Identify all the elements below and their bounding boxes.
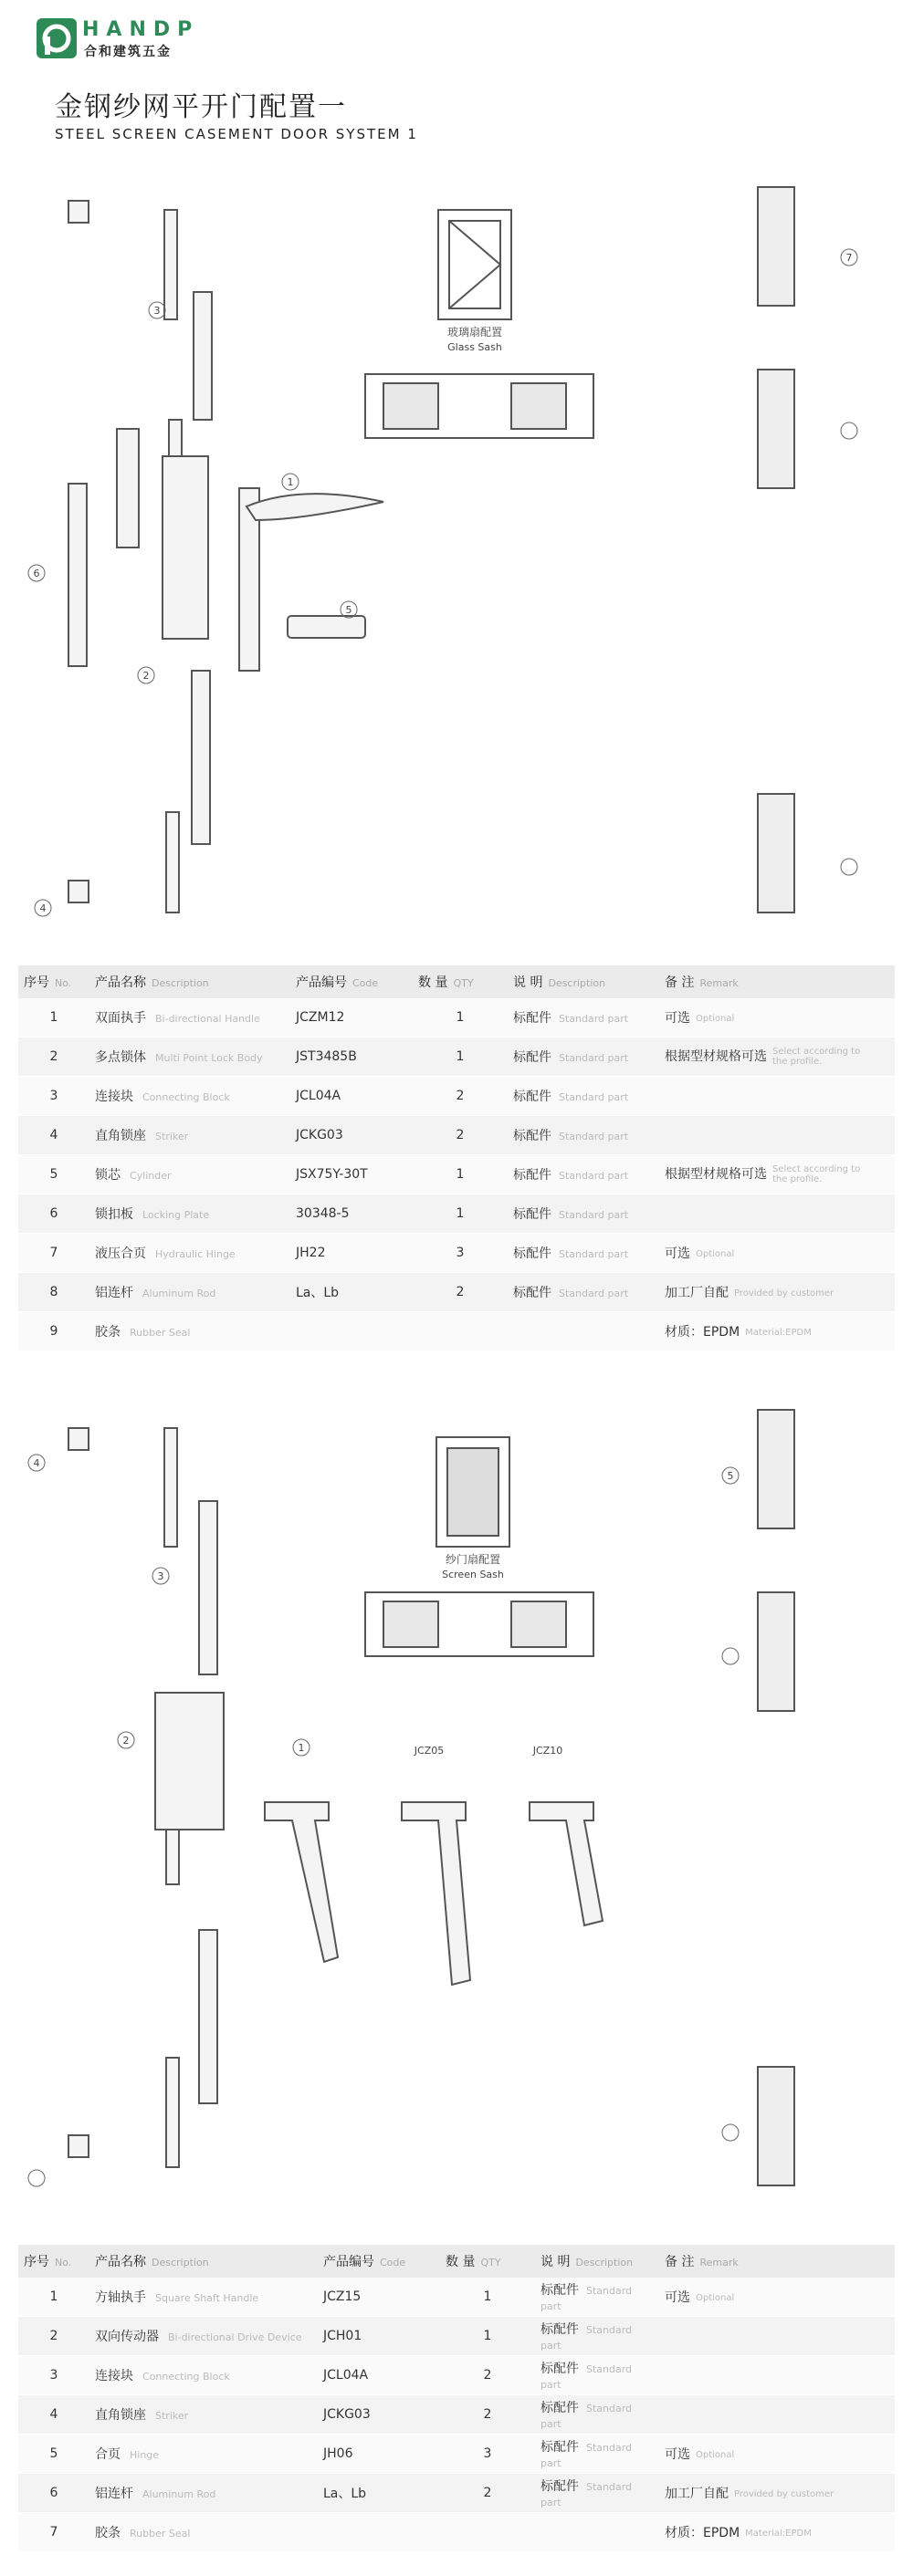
cell-no: 8	[49, 1285, 58, 1299]
connecting-block-upper	[164, 210, 177, 319]
cell-name-en: Hydraulic Hinge	[155, 1248, 236, 1260]
connecting-block-lower	[166, 2058, 179, 2167]
table-row	[18, 2356, 895, 2395]
cell-name: 连接块	[95, 1090, 133, 1104]
cell-no: 7	[49, 1246, 58, 1260]
th-desc: 说 明	[540, 2255, 571, 2269]
cell-name-en: Aluminum Rod	[142, 1288, 216, 1299]
cell-name: 合页	[95, 2447, 121, 2462]
handle-jcz10	[530, 1802, 603, 1925]
callout-1: 1	[287, 476, 294, 488]
cell-no: 4	[49, 1128, 58, 1142]
callout-1: 1	[298, 1742, 305, 1754]
bi-directional-handle	[247, 494, 383, 520]
cell-remark: 可选	[665, 2290, 690, 2305]
cell-remark: 根据型材规格可选	[665, 1167, 767, 1182]
callout-7: 7	[845, 252, 853, 264]
cell-remark: 可选	[665, 1011, 690, 1026]
callout-3: 3	[157, 1570, 164, 1582]
table-row	[18, 1194, 895, 1234]
callout-4: 4	[39, 902, 47, 914]
cell-qty: 3	[483, 2446, 492, 2461]
cell-desc: 标配件	[513, 1246, 551, 1261]
cell-name-en: Striker	[155, 2410, 189, 2422]
cell-name-en: Rubber Seal	[130, 1327, 191, 1339]
table-row	[18, 2435, 895, 2474]
cell-remark: 可选	[665, 1246, 690, 1261]
table-row	[18, 2278, 895, 2317]
cell-code: 30348-5	[296, 1206, 350, 1221]
cell-remark-en: Material:EPDM	[745, 1327, 812, 1338]
callout-5: 5	[345, 604, 352, 616]
cell-name-en: Bi-directional Drive Device	[168, 2331, 302, 2343]
th-code: 产品编号	[296, 975, 347, 990]
cell-desc-en: Standard part	[559, 1013, 629, 1025]
cell-qty: 1	[456, 1206, 465, 1221]
cell-desc-en: Standard part	[540, 2285, 633, 2312]
brand-logo-mark	[37, 18, 77, 58]
cell-code: JCKG03	[323, 2407, 371, 2422]
cell-name-en: Bi-directional Handle	[155, 1013, 260, 1025]
cell-desc: 标配件	[513, 1129, 551, 1143]
th-qty: 数 量	[418, 975, 448, 990]
square-shaft-handle	[265, 1802, 338, 1962]
cell-remark: 可选	[665, 2447, 690, 2462]
cell-desc: 标配件	[513, 1168, 551, 1183]
page-subtitle: STEEL SCREEN CASEMENT DOOR SYSTEM 1	[55, 126, 418, 142]
striker-upper	[68, 201, 89, 223]
cell-qty: 1	[456, 1167, 465, 1182]
cell-no: 5	[49, 1167, 58, 1182]
cell-name: 直角锁座	[95, 1129, 146, 1143]
cell-remark-en: Material:EPDM	[745, 2528, 812, 2539]
cell-name: 铝连杆	[95, 1286, 133, 1300]
th-no: 序号	[24, 2255, 49, 2269]
cell-code: JCL04A	[296, 1089, 341, 1103]
spec-table-1: 序号 No. 产品名称 Description 产品编号 Code 数 量 QTY 说 明 Description 备 注 Remark 1 双面执手 Bi-directional Handle JCZM12 1 标配件 Standard part 可选 Optional 2 多点锁体 Multi Point Lock Body JST3485B 1 标配件 Standard part 根据型材规格可选 Select according to the profile. 3 连接块 Connecting Block JCL04A 2 标配件 Standard part 4 直角锁座 Striker JCKG03 2 标配件 Standard part 5 锁芯 Cylinder JSX75Y-30T 1 标配件 Standard part 根据型材规格可选 Select according to the profile. 6 锁扣板 Locking Plate 30348-5 1 标配件 Standard part 7 液压合页 Hydraulic Hinge JH22 3 标配件 Standard part 可选 Optional 8 铝连杆 Aluminum Rod La、Lb 2 标配件 Standard part 加工厂自配 Provided by customer 9 胶条 Rubber Seal 材质：EPDM Material:EPDM	[18, 965, 895, 1351]
connecting-block-lower	[166, 812, 179, 913]
cell-desc-en: Standard part	[540, 2324, 633, 2352]
table-row	[18, 2395, 895, 2435]
th-no: 序号	[24, 975, 49, 990]
cell-code: JSX75Y-30T	[296, 1167, 368, 1182]
multi-point-lock-body	[163, 456, 208, 639]
cell-code: JCZM12	[296, 1010, 345, 1025]
cell-name-en: Striker	[155, 1131, 189, 1142]
table-row	[18, 1234, 895, 1273]
cell-name-en: Rubber Seal	[130, 2528, 191, 2539]
cell-desc-en: Standard part	[540, 2481, 633, 2508]
cell-name: 胶条	[95, 2526, 121, 2540]
cell-desc-en: Standard part	[559, 1052, 629, 1064]
screen-sash-label-en: Screen Sash	[442, 1569, 504, 1580]
brand-name: 合和建筑五金	[84, 45, 172, 59]
cell-name-en: Aluminum Rod	[142, 2488, 216, 2500]
cell-code: JCL04A	[323, 2368, 369, 2383]
cell-desc: 标配件	[540, 2440, 579, 2455]
cell-name-en: Multi Point Lock Body	[155, 1052, 263, 1064]
aluminum-rod-lb	[192, 671, 210, 844]
th-qty: 数 量	[446, 2255, 476, 2269]
locking-plate-part	[117, 429, 139, 548]
diagram-screen-sash	[0, 1392, 913, 2195]
cell-desc: 标配件	[540, 2479, 579, 2494]
cell-remark: 材质：EPDM	[665, 1325, 740, 1340]
callout-5: 5	[727, 1470, 734, 1482]
cell-desc: 标配件	[513, 1050, 551, 1065]
table-row	[18, 2317, 895, 2356]
striker-upper	[68, 1428, 89, 1450]
table-row	[18, 1038, 895, 1077]
cell-name-en: Square Shaft Handle	[155, 2292, 259, 2304]
cell-code: JCZ15	[323, 2289, 362, 2304]
cell-no: 1	[49, 2289, 58, 2304]
callout-3: 3	[153, 305, 161, 317]
cell-desc-en: Standard part	[559, 1248, 629, 1260]
diagram-glass-sash	[0, 173, 913, 967]
cell-desc-en: Standard part	[540, 2442, 633, 2469]
cell-desc-en: Standard part	[559, 1131, 629, 1142]
cell-qty: 2	[456, 1089, 465, 1103]
cell-desc-en: Standard part	[540, 2403, 633, 2430]
page-title: 金钢纱网平开门配置一	[55, 91, 347, 123]
handle-code-jcz05: JCZ05	[414, 1745, 445, 1757]
cell-name-en: Cylinder	[130, 1170, 172, 1182]
cell-no: 7	[49, 2525, 58, 2539]
table-row	[18, 1273, 895, 1312]
cell-remark-en: Select according to the profile.	[772, 1164, 861, 1184]
cell-remark: 根据型材规格可选	[665, 1049, 767, 1064]
glass-sash-label-cn: 玻璃扇配置	[446, 326, 503, 339]
callout-6: 6	[33, 568, 40, 579]
cell-qty: 2	[483, 2486, 492, 2500]
cell-name-en: Locking Plate	[142, 1209, 210, 1221]
callout-2: 2	[142, 670, 150, 682]
handle-jcz05	[402, 1802, 470, 1985]
cell-qty: 2	[483, 2368, 492, 2383]
cell-name: 直角锁座	[95, 2408, 146, 2423]
cell-no: 1	[49, 1010, 58, 1025]
cell-no: 4	[49, 2407, 58, 2422]
callout-2: 2	[122, 1735, 130, 1747]
cell-desc: 标配件	[540, 2362, 579, 2376]
cell-remark: 加工厂自配	[665, 1286, 729, 1300]
th-name: 产品名称	[95, 2255, 146, 2269]
cell-remark-en: Optional	[696, 2449, 735, 2460]
cell-code: JCH01	[323, 2329, 362, 2343]
cell-desc: 标配件	[513, 1286, 551, 1300]
th-remark: 备 注	[665, 2255, 695, 2269]
cell-remark-en: Select according to the profile.	[772, 1047, 861, 1067]
th-code: 产品编号	[323, 2255, 374, 2269]
table-row	[18, 2513, 895, 2552]
cell-code: La、Lb	[323, 2487, 367, 2501]
handle-code-jcz10: JCZ10	[532, 1745, 563, 1757]
cell-qty: 1	[483, 2329, 492, 2343]
cell-code: JH06	[323, 2446, 353, 2461]
cell-no: 2	[49, 2329, 58, 2343]
cell-desc: 标配件	[513, 1090, 551, 1104]
cell-desc: 标配件	[540, 2401, 579, 2415]
cell-qty: 2	[456, 1285, 465, 1299]
aluminum-rod-la	[194, 292, 212, 420]
screen-sash-label-cn: 纱门扇配置	[445, 1553, 501, 1566]
spec-table-2: 序号 No. 产品名称 Description 产品编号 Code 数 量 QTY 说 明 Description 备 注 Remark 1 方轴执手 Square Shaft Handle JCZ15 1 标配件 Standard part 可选 Optional 2 双向传动器 Bi-directional Drive Device JCH01 1 标配件 Standard part 3 连接块 Connecting Block JCL04A 2 标配件 Standard part 4 直角锁座 Striker JCKG03 2 标配件 Standard part 5 合页 Hinge JH06 3 标配件 Standard part 可选 Optional 6 铝连杆 Aluminum Rod La、Lb 2 标配件 Standard part 加工厂自配 Provided by customer 7 胶条 Rubber Seal 材质：EPDM Material:EPDM	[18, 2245, 895, 2552]
cell-remark-en: Optional	[696, 1248, 735, 1259]
cell-desc: 标配件	[513, 1011, 551, 1026]
table-row	[18, 998, 895, 1038]
cell-name-en: Connecting Block	[142, 2371, 230, 2383]
cell-no: 6	[49, 1206, 58, 1221]
cell-name: 双面执手	[95, 1011, 146, 1026]
table-row	[18, 1116, 895, 1155]
aluminum-rod-la	[199, 1501, 217, 1674]
brand-letters: HANDP	[82, 18, 200, 41]
cell-desc-en: Standard part	[559, 1209, 629, 1221]
cell-remark: 材质：EPDM	[665, 2526, 740, 2540]
cell-no: 3	[49, 2368, 58, 2383]
aluminum-rod-lb	[199, 1930, 217, 2103]
cell-no: 3	[49, 1089, 58, 1103]
cell-remark-en: Optional	[696, 2292, 735, 2303]
cell-code: JH22	[296, 1246, 326, 1260]
cell-qty: 2	[456, 1128, 465, 1142]
cell-desc: 标配件	[513, 1207, 551, 1222]
cell-qty: 3	[456, 1246, 465, 1260]
cell-desc: 标配件	[540, 2322, 579, 2337]
cell-no: 5	[49, 2446, 58, 2461]
cell-code: La、Lb	[296, 1286, 340, 1300]
cell-desc-en: Standard part	[540, 2363, 633, 2391]
cylinder	[288, 616, 365, 638]
table-row	[18, 2474, 895, 2513]
cell-name: 多点锁体	[95, 1050, 146, 1065]
cell-remark: 加工厂自配	[665, 2487, 729, 2501]
cell-name: 连接块	[95, 2369, 133, 2383]
cell-name: 方轴执手	[95, 2290, 146, 2305]
cell-desc-en: Standard part	[559, 1170, 629, 1182]
cell-name: 胶条	[95, 1325, 121, 1340]
cell-remark-en: Optional	[696, 1013, 735, 1024]
table-row	[18, 1077, 895, 1116]
cell-code: JCKG03	[296, 1128, 343, 1142]
cell-name: 铝连杆	[95, 2487, 133, 2501]
glass-sash-label-en: Glass Sash	[447, 341, 502, 353]
cell-name: 液压合页	[95, 1246, 146, 1261]
th-desc: 说 明	[513, 975, 543, 990]
locking-plate	[68, 484, 87, 666]
striker-lower	[68, 881, 89, 902]
striker-lower	[68, 2135, 89, 2157]
cell-code: JST3485B	[296, 1049, 357, 1064]
th-name: 产品名称	[95, 975, 146, 990]
cell-desc: 标配件	[540, 2283, 579, 2298]
bi-directional-drive-device	[155, 1693, 224, 1830]
connecting-block-upper	[164, 1428, 177, 1547]
cell-name: 双向传动器	[95, 2330, 159, 2344]
cell-desc-en: Standard part	[559, 1288, 629, 1299]
cell-name-en: Connecting Block	[142, 1091, 230, 1103]
cell-no: 6	[49, 2486, 58, 2500]
callout-4: 4	[33, 1457, 40, 1469]
cell-name: 锁芯	[95, 1168, 121, 1183]
cell-qty: 1	[456, 1049, 465, 1064]
table-row	[18, 1312, 895, 1351]
cell-desc-en: Standard part	[559, 1091, 629, 1103]
cell-remark-en: Provided by customer	[734, 2488, 834, 2499]
cell-qty: 2	[483, 2407, 492, 2422]
th-remark: 备 注	[665, 975, 695, 990]
cell-remark-en: Provided by customer	[734, 1288, 834, 1298]
cell-no: 9	[49, 1324, 58, 1339]
cell-qty: 1	[456, 1010, 465, 1025]
cell-qty: 1	[483, 2289, 492, 2304]
cell-no: 2	[49, 1049, 58, 1064]
cell-name: 锁扣板	[95, 1207, 133, 1222]
cell-name-en: Hinge	[130, 2449, 160, 2461]
table-row	[18, 1155, 895, 1194]
